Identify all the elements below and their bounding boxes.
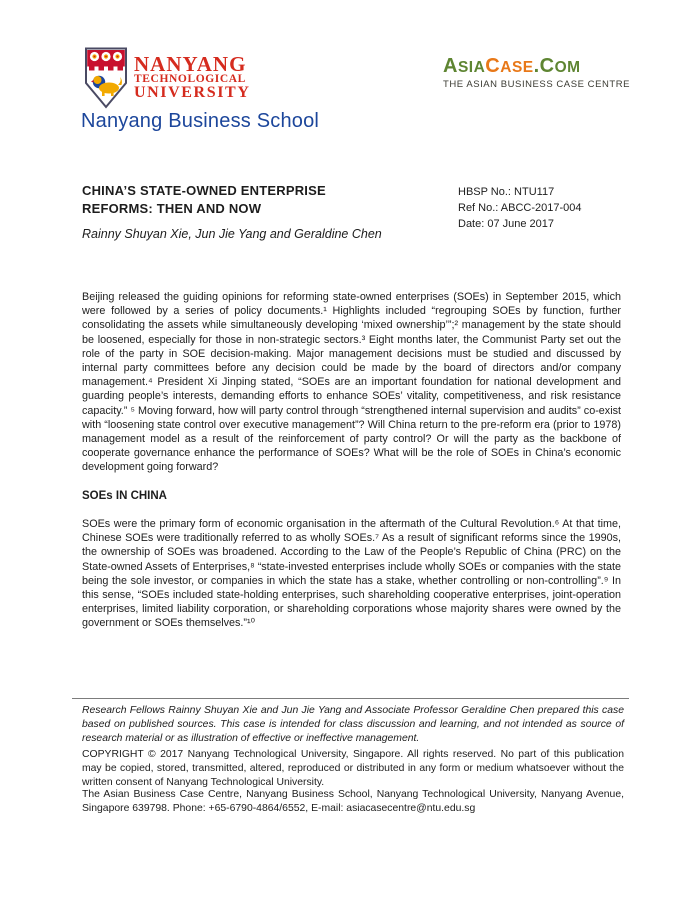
asiacase-wordmark-segment: .C	[533, 55, 555, 77]
asiacase-wordmark-segment: ASE	[500, 59, 534, 76]
ntu-wordmark-line1: NANYANG	[134, 52, 247, 76]
footer-copyright: COPYRIGHT © 2017 Nanyang Technological University, Singapore. All rights reserved. No part of this publication may be copied, stored, transmitted, altered, reproduced or distributed in any form or medium whatsoever without the written consent of Nanyang Technological University.	[82, 749, 624, 788]
hbsp-number: HBSP No.: NTU117	[458, 186, 555, 198]
asiacase-wordmark-segment: SIA	[457, 59, 486, 76]
body-paragraph-2: SOEs were the primary form of economic organisation in the aftermath of the Cultural Revolution.⁶ At that time, Chinese SOEs were traditionally referred to as wholly SOEs.⁷ As a result of significant reforms since the 1990s, the ownership of SOEs was broadened. According to the Law of the People’s Republic of China (PRC) on the State-owned Assets of Enterprises,⁸ “state-invested enterprises include wholly SOEs or companies with the state being the sole investor, or companies in which the state has a stake, whether controlling or non-controlling”.⁹ In this sense, “SOEs included state-holding enterprises, such shareholding cooperative enterprises, joint-operation enterprises, limited liability corporation, or shareholding corporations whose majority shares were owned by the government or SOEs themselves.”¹⁰	[82, 518, 621, 630]
case-title-line1: CHINA’S STATE-OWNED ENTERPRISE	[82, 183, 326, 198]
section-heading-soes-in-china: SOEs IN CHINA	[82, 490, 167, 502]
case-title-line2: REFORMS: THEN AND NOW	[82, 200, 262, 216]
asiacase-logo	[443, 56, 630, 90]
footer-preparation-note: Research Fellows Rainny Shuyan Xie and Jun Jie Yang and Associate Professor Geraldine Chen prepared this case based on published sources. This case is intended for class discussion and learning, and not intended as source of research material or as illustration of effective or ineffective management.	[82, 705, 624, 744]
ntu-wordmark	[134, 47, 250, 100]
ntu-logo	[84, 47, 250, 109]
footer-contact-address: The Asian Business Case Centre, Nanyang Business School, Nanyang Technological University, Nanyang Avenue, Singapore 639798. Phone: +65-6790-4864/6552, E-mail: asiacasecentre@ntu.edu.sg	[82, 789, 624, 814]
asiacase-wordmark	[443, 56, 630, 78]
ntu-crest-icon	[84, 47, 128, 109]
ref-number: Ref No.: ABCC-2017-004	[458, 202, 582, 214]
school-name: Nanyang Business School	[81, 110, 320, 132]
asiacase-wordmark-segment: A	[443, 55, 458, 77]
body-paragraph-1: Beijing released the guiding opinions for reforming state-owned enterprises (SOEs) in September 2015, which were followed by a series of policy documents.¹ Highlights included “regrouping SOEs by function, further consolidating the assets while simultaneously developing ‘mixed ownership’”;² management by the state should be loosened, especially for those in non-strategic sectors.³ Eight months later, the Communist Party set out the role of the party in SOE decision-making. Major management decisions must be studied and discussed by internal party committees before any decision could be made by the board of directors and/or company management.⁴ President Xi Jinping stated, “SOEs are an important foundation for national development and guarding people’s interests, demanding efforts to enhance SOEs’ vitality, competitiveness, and risk resistance capacity.” ⁵ Moving forward, how will party control through “strengthened internal supervision and audits” co-exist with “loosening state control over executive management”? Will China return to the pre-reform era (prior to 1978) management model as a result of the reinforcement of party control? Or will the party as the backbone of cooperate governance enhance the performance of SOEs? What will be the role of SOEs in China’s economic development going forward?	[82, 291, 621, 474]
asiacase-wordmark-segment: OM	[554, 59, 581, 76]
asiacase-tagline: THE ASIAN BUSINESS CASE CENTRE	[443, 79, 631, 90]
case-date: Date: 07 June 2017	[458, 218, 555, 230]
footer-divider	[72, 698, 629, 699]
authors-line: Rainny Shuyan Xie, Jun Jie Yang and Geraldine Chen	[82, 227, 382, 241]
ntu-wordmark-line2: TECHNOLOGICAL	[134, 73, 246, 85]
ntu-wordmark-line3: UNIVERSITY	[134, 84, 251, 101]
case-title	[82, 182, 326, 217]
reference-block	[458, 184, 582, 232]
asiacase-wordmark-segment: C	[485, 55, 501, 77]
